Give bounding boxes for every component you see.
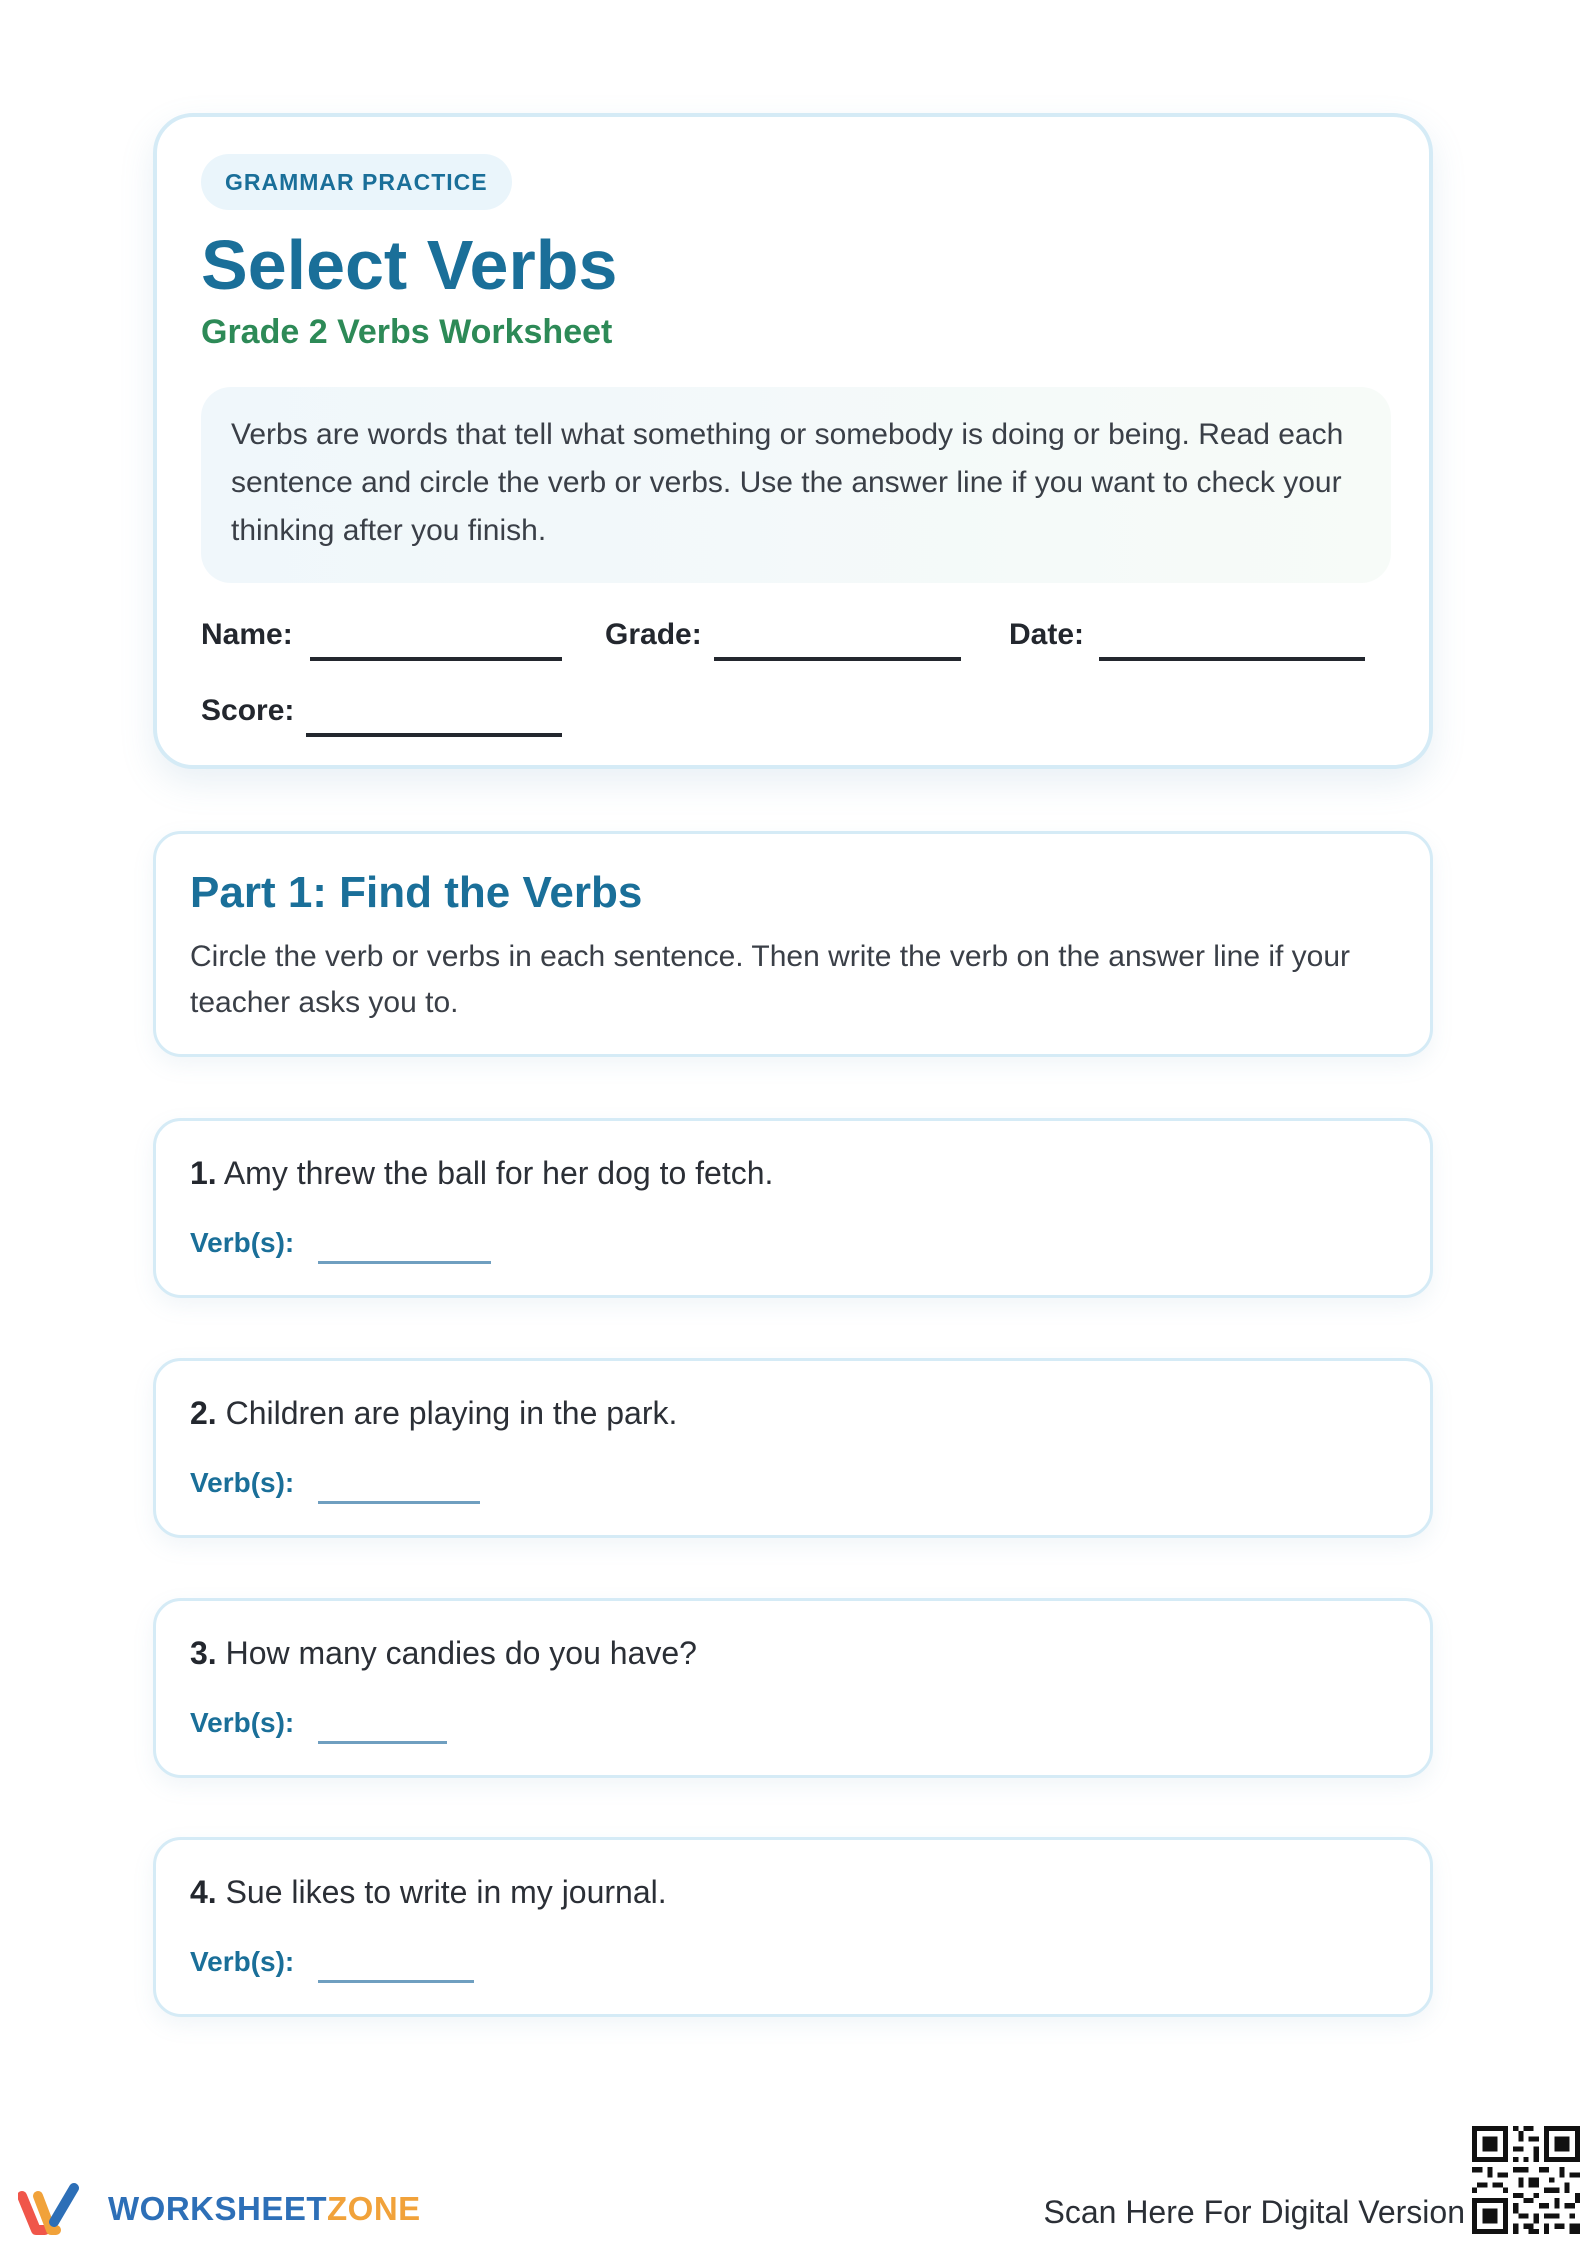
question-number: 2. [190, 1395, 217, 1431]
verb-label: Verb(s): [190, 1467, 295, 1498]
question-text: Amy threw the ball for her dog to fetch. [223, 1155, 774, 1191]
date-label: Date: [1009, 618, 1085, 651]
question-number: 4. [190, 1874, 217, 1910]
question-sentence [190, 1395, 677, 1432]
question-card [153, 1598, 1433, 1778]
question-sentence [190, 1635, 697, 1672]
worksheet-subtitle: Grade 2 Verbs Worksheet [201, 313, 613, 351]
verb-answer-line[interactable] [318, 1261, 491, 1264]
question-card [153, 1837, 1433, 2017]
question-sentence [190, 1874, 667, 1911]
verb-answer-line[interactable] [318, 1980, 474, 1983]
scan-caption: Scan Here For Digital Version [1043, 2194, 1465, 2230]
brand-name[interactable] [108, 2190, 421, 2228]
part-1-title: Part 1: Find the Verbs [190, 868, 643, 917]
part-1-card [153, 831, 1433, 1057]
question-sentence [190, 1155, 773, 1192]
question-number: 1. [190, 1155, 217, 1191]
qr-code-icon[interactable] [1472, 2126, 1580, 2234]
score-label: Score: [201, 694, 295, 727]
verb-label: Verb(s): [190, 1707, 295, 1738]
question-text: How many candies do you have? [225, 1635, 697, 1671]
grade-line[interactable] [714, 657, 961, 661]
question-text: Sue likes to write in my journal. [225, 1874, 667, 1910]
score-line[interactable] [306, 733, 562, 737]
question-card [153, 1358, 1433, 1538]
brand-name-part-1: WORKSHEET [108, 2190, 327, 2227]
date-line[interactable] [1099, 657, 1365, 661]
category-badge: GRAMMAR PRACTICE [201, 154, 512, 210]
part-1-instructions: Circle the verb or verbs in each sentence. Then write the verb on the answer line if your teacher asks you to. [190, 940, 1351, 1019]
name-line[interactable] [310, 657, 562, 661]
brand-name-part-2: ZONE [327, 2190, 421, 2227]
question-text: Children are playing in the park. [225, 1395, 678, 1431]
verb-label: Verb(s): [190, 1946, 295, 1977]
verb-answer-line[interactable] [318, 1741, 447, 1744]
verb-answer-line[interactable] [318, 1501, 480, 1504]
question-card [153, 1118, 1433, 1298]
worksheetzone-logo-icon [18, 2182, 92, 2236]
name-label: Name: [201, 618, 293, 651]
intro-text: Verbs are words that tell what something or somebody is doing or being. Read each sentence and circle the verb or verbs. Use the answer line if you want to check your thinking after you finish. [201, 387, 1391, 583]
grade-label: Grade: [605, 618, 702, 651]
verb-label: Verb(s): [190, 1227, 295, 1258]
worksheet-header-card [153, 113, 1433, 769]
question-number: 3. [190, 1635, 217, 1671]
worksheet-title: Select Verbs [201, 226, 618, 304]
